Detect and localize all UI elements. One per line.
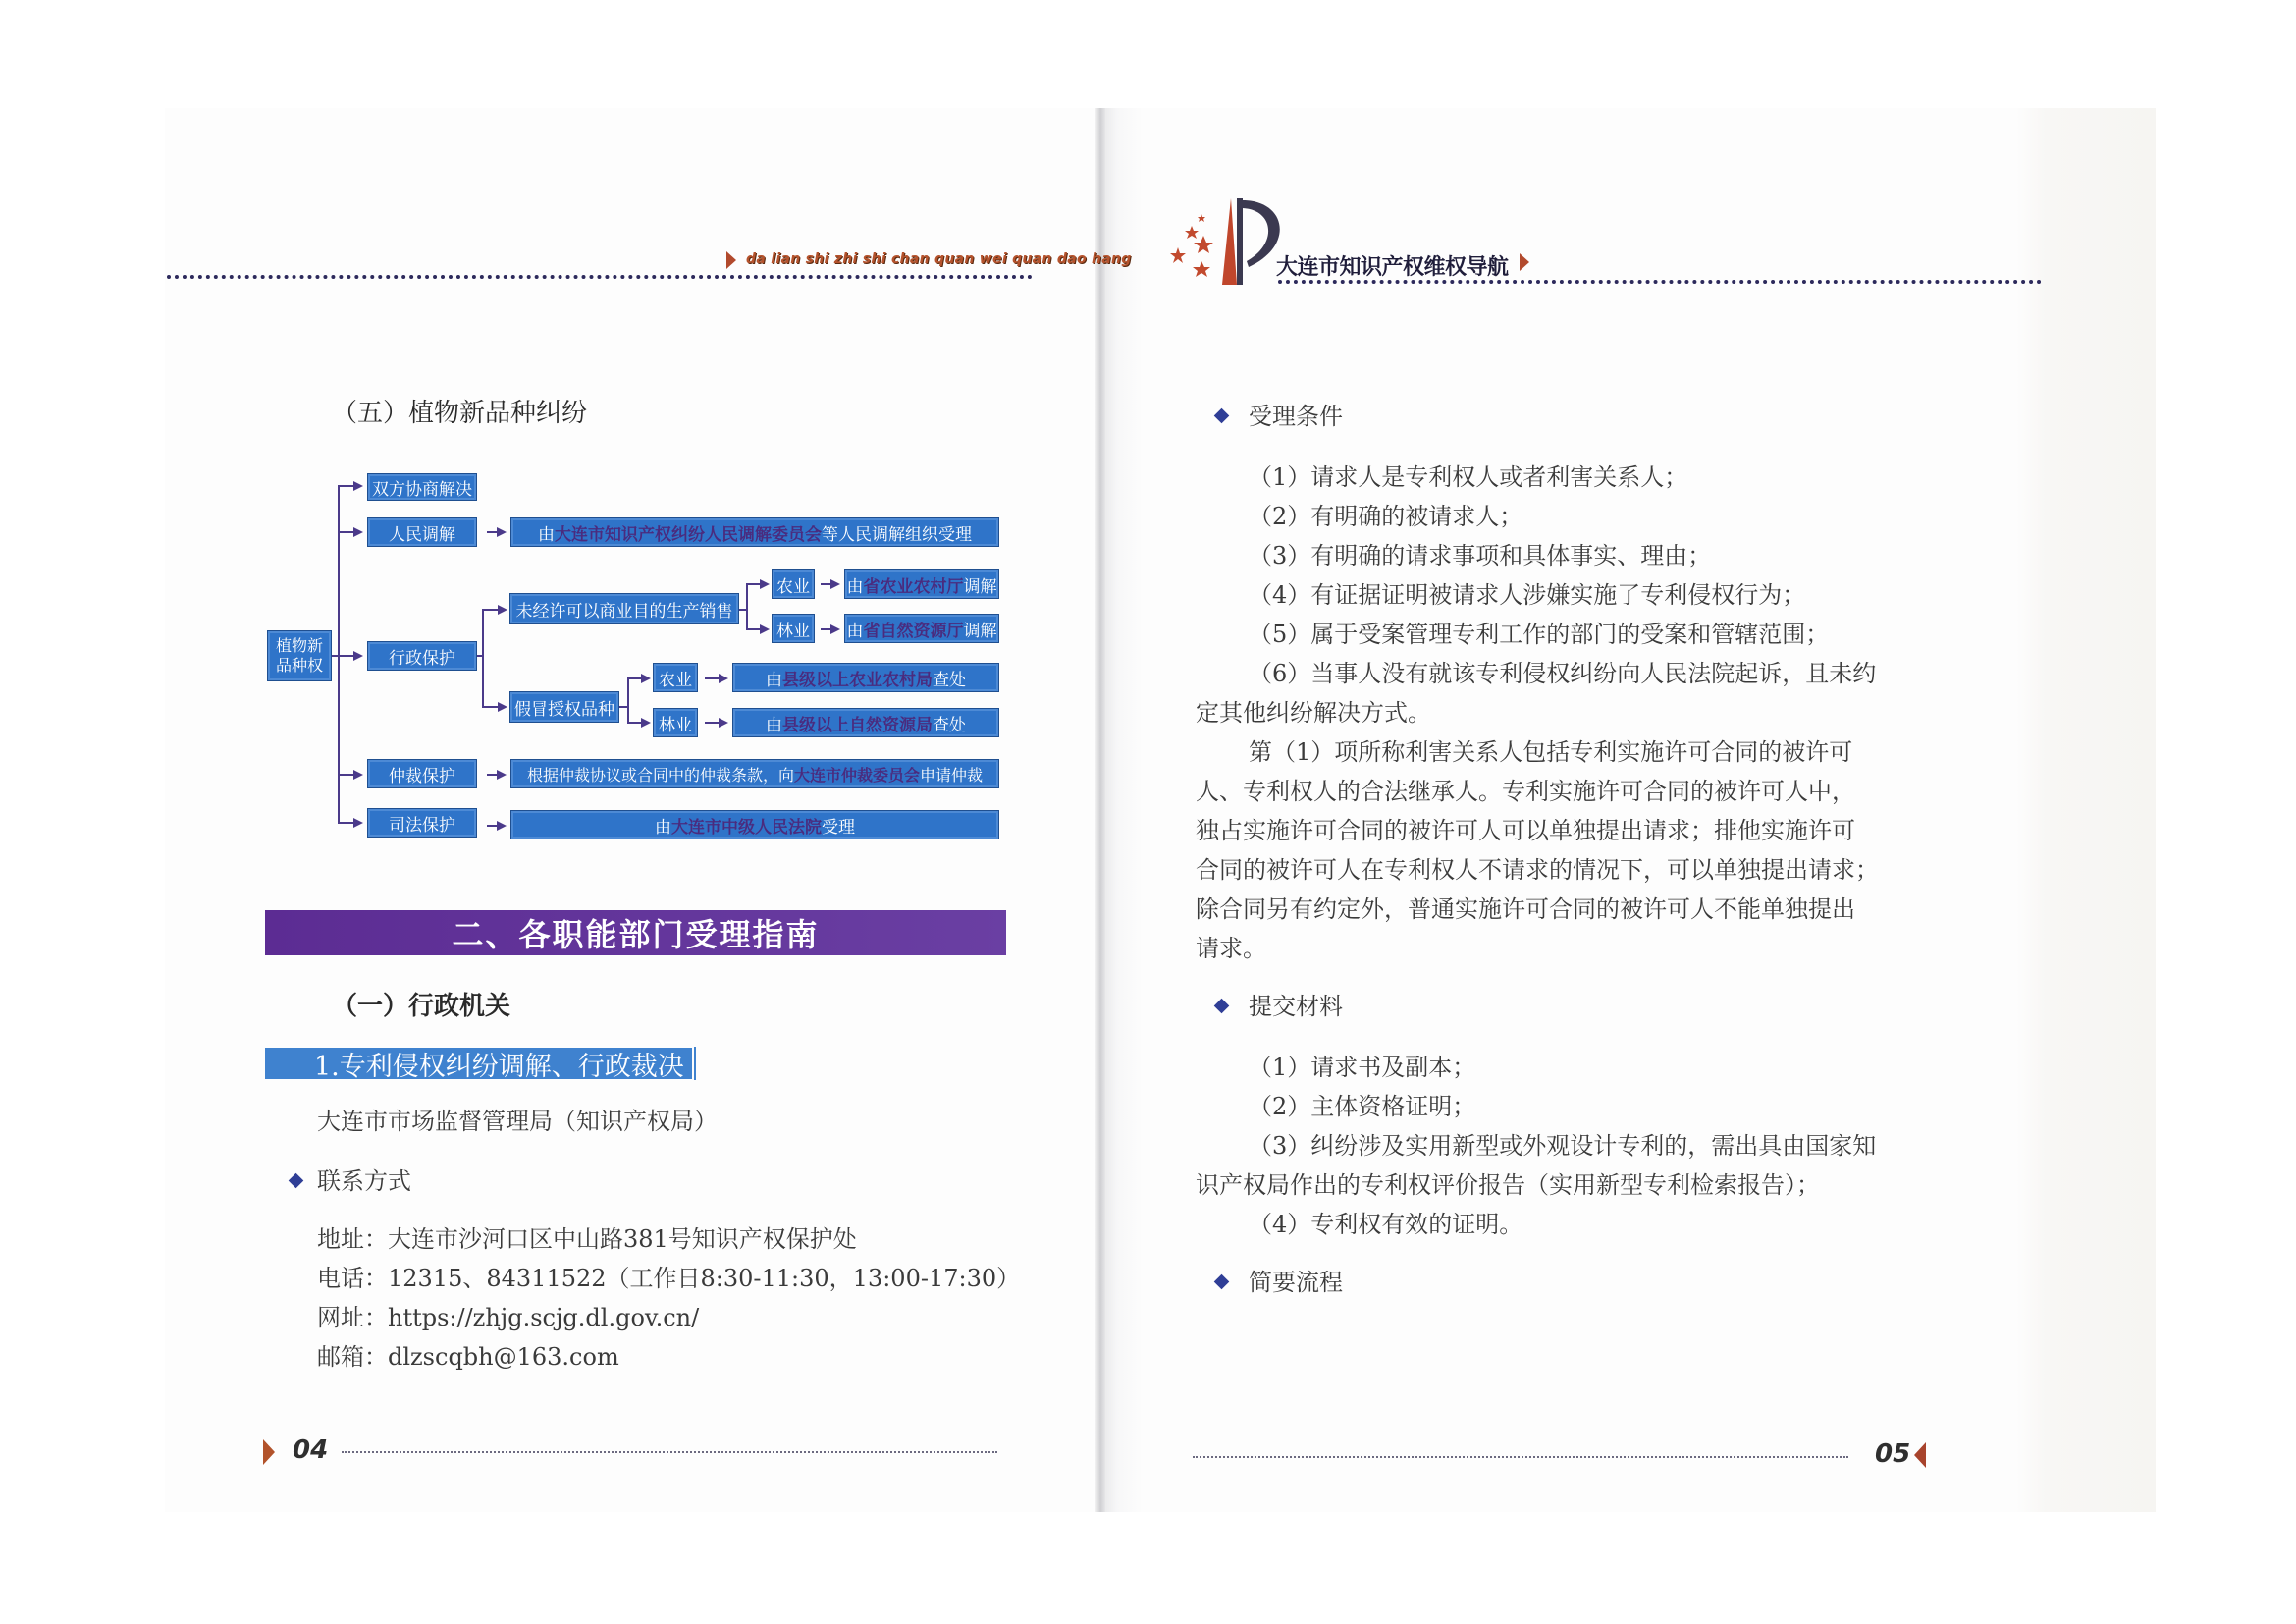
note-line-4: 合同的被许可人在专利权人不请求的情况下，可以单独提出请求； (1196, 856, 1879, 884)
highlight-text: 大连市知识产权纠纷人民调解委员会 (555, 524, 822, 545)
footer-triangle-icon (1914, 1442, 1926, 1468)
note-line-5: 除合同另有约定外，普通实施许可合同的被许可人不能单独提出 (1196, 895, 1855, 923)
material-3-line2: 识产权局作出的专利权评价报告（实用新型专利检索报告）； (1196, 1171, 1820, 1199)
footer-divider (342, 1451, 997, 1453)
contact-phone: 电话：12315、84311522（工作日8:30-11:30，13:00-17:30） (317, 1265, 1021, 1292)
highlight-text: 县级以上农业农村局 (782, 670, 933, 690)
text: 由 (766, 670, 782, 690)
text: 由 (846, 576, 864, 597)
arrow-icon (498, 702, 507, 712)
note-line-6: 请求。 (1196, 935, 1266, 962)
highlight-text: 大连市中级人民法院 (671, 817, 822, 838)
arrow-icon (719, 718, 728, 728)
arrow-icon (353, 527, 363, 537)
text: 由 (655, 817, 671, 838)
text: 根据仲裁协议或合同中的仲裁条款，向 (526, 765, 794, 785)
contact-address: 地址：大连市沙河口区中山路381号知识产权保护处 (317, 1225, 857, 1253)
page-number-left: 04 (293, 1435, 329, 1465)
box-mediation-target (510, 517, 999, 547)
condition-6-line1: （6）当事人没有就该专利侵权纠纷向人民法院起诉，且未约 (1249, 660, 1877, 687)
highlight-text: 大连市仲裁委员会 (793, 765, 920, 785)
box-arbitration: 仲裁保护 (367, 759, 477, 788)
note-line-2: 人、专利权人的合法继承人。专利实施许可合同的被许可人中， (1196, 778, 1855, 805)
box-agri-1: 农业 (772, 569, 815, 599)
box-mediation: 人民调解 (367, 517, 477, 547)
footer-divider (1193, 1456, 1848, 1458)
book-spine (1095, 108, 1105, 1512)
box-administrative: 行政保护 (367, 641, 477, 671)
box-unlicensed-sales: 未经许可以商业目的生产销售 (509, 593, 739, 624)
arrow-icon (497, 770, 507, 780)
condition-5: （5）属于受案管理专利工作的部门的受案和管辖范围； (1249, 621, 1830, 648)
arrow-icon (498, 605, 507, 615)
header-triangle-icon (1520, 253, 1529, 271)
material-3-line1: （3）纠纷涉及实用新型或外观设计专利的，需出具由国家知 (1249, 1132, 1877, 1160)
connector (619, 706, 627, 708)
highlight-text: 省自然资源厅 (863, 621, 964, 641)
arrow-icon (353, 818, 363, 828)
text: 申请仲裁 (920, 765, 984, 785)
arrow-icon (497, 527, 507, 537)
note-line-1: 第（1）项所称利害关系人包括专利实施许可合同的被许可 (1249, 738, 1853, 766)
conditions-heading: 受理条件 (1249, 403, 1343, 430)
header-title: 大连市知识产权维权导航 (1276, 254, 1509, 280)
material-2: （2）主体资格证明； (1249, 1093, 1476, 1120)
arrow-icon (830, 624, 840, 634)
subsection-title: （一）行政机关 (332, 992, 511, 1021)
arrow-icon (719, 674, 728, 683)
text: 由 (766, 715, 782, 735)
contact-heading: 联系方式 (317, 1167, 411, 1195)
highlight-text: 省农业农村厅 (863, 576, 964, 597)
connector (746, 583, 748, 628)
arrow-icon (760, 624, 770, 634)
text: 查处 (933, 670, 966, 690)
connector (627, 677, 629, 723)
agency-name: 大连市市场监督管理局（知识产权局） (317, 1108, 718, 1135)
arrow-icon (641, 718, 651, 728)
box-judicial: 司法保护 (367, 808, 477, 838)
box-forest-1-target (844, 614, 999, 643)
process-heading: 简要流程 (1249, 1269, 1343, 1296)
box-agri-2-target (732, 663, 999, 692)
arrow-icon (353, 770, 363, 780)
text: 调解 (963, 621, 997, 641)
text: 受理 (822, 817, 855, 838)
box-judicial-target (510, 810, 999, 839)
page-number-right: 05 (1875, 1439, 1911, 1469)
condition-2: （2）有明确的被请求人； (1249, 503, 1523, 530)
arrow-icon (353, 481, 363, 491)
arrow-icon (830, 579, 840, 589)
box-negotiation: 双方协商解决 (367, 473, 477, 501)
highlight-text: 县级以上自然资源局 (782, 715, 933, 735)
box-arbitration-target (510, 759, 999, 788)
note-line-3: 独占实施许可合同的被许可人可以单独提出请求；排他实施许可 (1196, 817, 1855, 844)
header-divider (1278, 280, 2042, 284)
section-title: （五）植物新品种纠纷 (332, 399, 588, 428)
admin-trunk (482, 609, 484, 707)
header-triangle-icon (726, 251, 736, 269)
text: 由 (846, 621, 864, 641)
box-counterfeit: 假冒授权品种 (509, 691, 619, 723)
connector (739, 609, 747, 611)
text: 调解 (963, 576, 997, 597)
trunk-line (338, 485, 340, 823)
item-label-bar (265, 1048, 692, 1082)
contact-website[interactable]: 网址：https://zhjg.scjg.dl.gov.cn/ (317, 1304, 700, 1331)
condition-3: （3）有明确的请求事项和具体事实、理由； (1249, 542, 1712, 569)
text: 等人民调解组织受理 (822, 524, 972, 545)
box-forest-2-target (732, 708, 999, 737)
box-forest-1: 林业 (772, 614, 815, 643)
header-divider (167, 275, 1033, 279)
chapter-banner: 二、各职能部门受理指南 (265, 910, 1006, 955)
box-agri-2: 农业 (653, 663, 698, 692)
material-1: （1）请求书及副本； (1249, 1054, 1476, 1081)
connector (477, 655, 483, 657)
arrow-icon (760, 579, 770, 589)
condition-4: （4）有证据证明被请求人涉嫌实施了专利侵权行为； (1249, 581, 1806, 609)
label-bar-edge (694, 1047, 696, 1080)
contact-email[interactable]: 邮箱：dlzscqbh@163.com (317, 1343, 619, 1371)
materials-heading: 提交材料 (1249, 993, 1343, 1020)
header-pinyin: da lian shi zhi shi chan quan wei quan dao hang (746, 251, 1132, 267)
material-4: （4）专利权有效的证明。 (1249, 1211, 1523, 1238)
root-line1: 植物新 (275, 636, 323, 655)
text: 查处 (933, 715, 966, 735)
condition-6-line2: 定其他纠纷解决方式。 (1196, 699, 1431, 727)
item-label: 1.专利侵权纠纷调解、行政裁决 (314, 1051, 684, 1082)
arrow-icon (497, 821, 507, 831)
arrow-icon (353, 651, 363, 661)
footer-triangle-icon (263, 1439, 275, 1465)
box-forest-2: 林业 (653, 708, 698, 737)
box-agri-1-target (844, 569, 999, 599)
arrow-icon (641, 674, 651, 683)
text: 由 (538, 524, 555, 545)
condition-1: （1）请求人是专利权人或者利害关系人； (1249, 463, 1688, 491)
root-line2: 品种权 (275, 656, 323, 675)
diagram-root-box (267, 630, 332, 681)
